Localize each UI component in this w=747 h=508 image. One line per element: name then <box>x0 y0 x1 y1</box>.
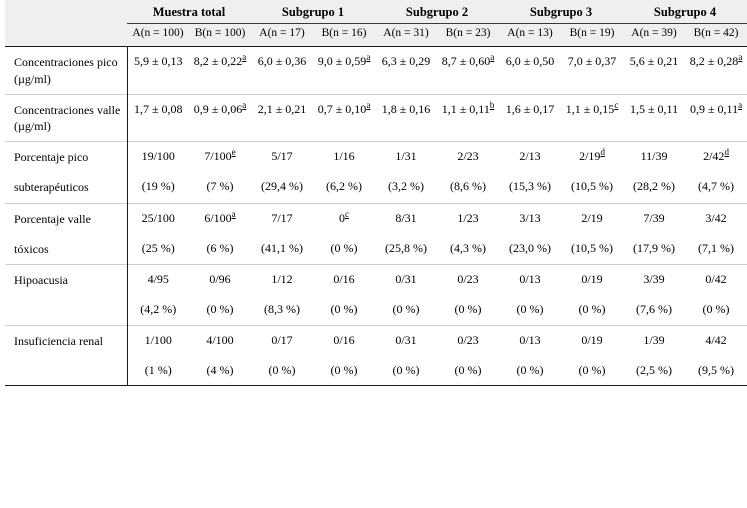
table-row <box>5 325 747 356</box>
footnote-marker: e <box>231 147 236 158</box>
data-cell <box>561 94 623 141</box>
data-cell <box>375 172 437 203</box>
data-cell <box>561 234 623 265</box>
data-cell <box>499 264 561 295</box>
group-header-3: Subgrupo 2 <box>375 0 499 24</box>
cell-value: 4/100 <box>206 332 234 347</box>
cell-value: 7/100 <box>204 149 232 164</box>
data-cell <box>127 203 189 234</box>
data-cell <box>127 295 189 325</box>
cell-value: 5,6 ± 0,21 <box>629 54 679 69</box>
cell-value: (15,3 %) <box>509 179 552 194</box>
data-cell <box>127 325 189 356</box>
subheader-cell-4: B(n = 16) <box>313 24 375 47</box>
cell-value: (28,2 %) <box>633 179 676 194</box>
cell-value: (9,5 %) <box>698 362 735 377</box>
footnote-marker: a <box>242 99 247 110</box>
cell-value: 19/100 <box>141 149 175 164</box>
subheader-cell-10: B(n = 42) <box>685 24 747 47</box>
cell-value: 6,3 ± 0,29 <box>381 54 431 69</box>
data-cell <box>437 325 499 356</box>
cell-value: 7/39 <box>643 210 665 225</box>
data-cell <box>499 325 561 356</box>
group-header-5: Subgrupo 4 <box>623 0 747 24</box>
cell-value: (10,5 %) <box>571 240 614 255</box>
data-cell <box>561 356 623 386</box>
cell-value: (8,3 %) <box>264 302 301 317</box>
row-label: tóxicos <box>5 234 127 265</box>
subheader-cell-8: B(n = 19) <box>561 24 623 47</box>
cell-value: 1/100 <box>144 332 172 347</box>
data-cell <box>437 94 499 141</box>
footnote-marker: b <box>489 99 495 110</box>
cell-value: 1,5 ± 0,11 <box>629 101 679 116</box>
cell-value: (7,6 %) <box>636 302 673 317</box>
data-cell <box>561 142 623 173</box>
data-cell <box>127 142 189 173</box>
table-row <box>5 47 747 94</box>
data-cell <box>685 356 747 386</box>
data-cell <box>499 142 561 173</box>
cell-value: 3/13 <box>519 210 541 225</box>
cell-value: (10,5 %) <box>571 179 614 194</box>
cell-value: (0 %) <box>578 362 606 377</box>
cell-value: 0/16 <box>333 332 355 347</box>
cell-value: 5,9 ± 0,13 <box>133 54 183 69</box>
data-cell <box>623 94 685 141</box>
cell-value: 1,7 ± 0,08 <box>133 101 183 116</box>
footnote-marker: a <box>738 52 743 63</box>
data-cell <box>623 295 685 325</box>
cell-value: 2,1 ± 0,21 <box>257 101 307 116</box>
data-cell <box>623 234 685 265</box>
subheader-cell-5: A(n = 31) <box>375 24 437 47</box>
row-label: Hipoacusia <box>5 264 127 295</box>
cell-value: (0 %) <box>516 362 544 377</box>
table-head <box>5 0 747 47</box>
cell-value: 2/23 <box>457 149 479 164</box>
data-cell <box>127 94 189 141</box>
data-cell <box>685 203 747 234</box>
data-cell <box>561 325 623 356</box>
cell-value: (7 %) <box>206 179 234 194</box>
cell-value: 0/13 <box>519 332 541 347</box>
cell-value: 8,7 ± 0,60 <box>441 54 491 69</box>
data-cell <box>685 295 747 325</box>
subheader-cell-9: A(n = 39) <box>623 24 685 47</box>
footnote-marker: a <box>738 99 743 110</box>
row-label: Insuficiencia renal <box>5 325 127 356</box>
data-cell <box>189 172 251 203</box>
cell-value: (0 %) <box>702 302 730 317</box>
row-label: Porcentaje pico <box>5 142 127 173</box>
cell-value: (0 %) <box>454 362 482 377</box>
cell-value: (4,3 %) <box>450 240 487 255</box>
cell-value: (4,2 %) <box>140 302 177 317</box>
data-cell <box>437 234 499 265</box>
cell-value: 1/12 <box>271 271 293 286</box>
table-row <box>5 94 747 141</box>
data-cell <box>251 325 313 356</box>
cell-value: 3/39 <box>643 271 665 286</box>
group-header-2: Subgrupo 1 <box>251 0 375 24</box>
cell-value: 4/42 <box>705 332 727 347</box>
data-cell <box>251 172 313 203</box>
footnote-marker: a <box>490 52 495 63</box>
row-label: subterapéuticos <box>5 172 127 203</box>
cell-value: 2/19 <box>581 210 603 225</box>
cell-value: 6,0 ± 0,36 <box>257 54 307 69</box>
data-cell <box>189 47 251 94</box>
data-cell <box>251 94 313 141</box>
data-cell <box>499 295 561 325</box>
table-row <box>5 295 747 325</box>
data-cell <box>375 94 437 141</box>
cell-value: (0 %) <box>330 362 358 377</box>
table-corner-cell <box>5 0 127 24</box>
data-cell <box>189 264 251 295</box>
row-label: Concentraciones valle (µg/ml) <box>5 94 127 141</box>
cell-value: (17,9 %) <box>633 240 676 255</box>
data-cell <box>561 203 623 234</box>
row-label <box>5 356 127 386</box>
data-cell <box>127 234 189 265</box>
group-header-4: Subgrupo 3 <box>499 0 623 24</box>
footnote-marker: d <box>600 147 605 158</box>
cell-value: (0 %) <box>392 362 420 377</box>
cell-value: (6 %) <box>206 240 234 255</box>
data-cell <box>189 234 251 265</box>
cell-value: 1/23 <box>457 210 479 225</box>
data-cell <box>313 94 375 141</box>
cell-value: (4,7 %) <box>698 179 735 194</box>
cell-value: 0 <box>339 210 346 225</box>
cell-value: 0,9 ± 0,06 <box>193 101 243 116</box>
data-cell <box>437 264 499 295</box>
cell-value: 0,9 ± 0,11 <box>689 101 739 116</box>
cell-value: (25,8 %) <box>385 240 428 255</box>
subheader-cell-6: B(n = 23) <box>437 24 499 47</box>
data-cell <box>251 203 313 234</box>
cell-value: (19 %) <box>141 179 175 194</box>
data-cell <box>127 172 189 203</box>
cell-value: (29,4 %) <box>261 179 304 194</box>
data-cell <box>375 325 437 356</box>
cell-value: 0/13 <box>519 271 541 286</box>
data-cell <box>623 203 685 234</box>
cell-value: 11/39 <box>640 149 668 164</box>
cell-value: 0/19 <box>581 271 603 286</box>
cell-value: 2/42 <box>703 149 725 164</box>
data-cell <box>375 234 437 265</box>
data-cell <box>313 325 375 356</box>
data-cell <box>623 142 685 173</box>
footnote-marker: c <box>614 99 619 110</box>
data-cell <box>127 47 189 94</box>
data-cell <box>685 142 747 173</box>
subheader-cell-3: A(n = 17) <box>251 24 313 47</box>
cell-value: 1,1 ± 0,15 <box>565 101 615 116</box>
row-label: Porcentaje valle <box>5 203 127 234</box>
cell-value: (1 %) <box>144 362 172 377</box>
cell-value: (25 %) <box>141 240 175 255</box>
cell-value: 7,0 ± 0,37 <box>567 54 617 69</box>
data-cell <box>127 356 189 386</box>
data-cell <box>127 264 189 295</box>
data-cell <box>499 47 561 94</box>
data-cell <box>623 172 685 203</box>
subheader-row <box>5 24 747 47</box>
data-cell <box>499 203 561 234</box>
cell-value: (8,6 %) <box>450 179 487 194</box>
data-cell <box>685 234 747 265</box>
data-cell <box>251 47 313 94</box>
data-cell <box>499 356 561 386</box>
data-cell <box>499 172 561 203</box>
data-cell <box>313 203 375 234</box>
cell-value: 0/31 <box>395 271 417 286</box>
cell-value: 1,1 ± 0,11 <box>441 101 490 116</box>
footnote-marker: c <box>345 208 350 219</box>
footnote-marker: a <box>366 99 371 110</box>
data-cell <box>375 47 437 94</box>
data-cell <box>561 264 623 295</box>
cell-value: (0 %) <box>454 302 482 317</box>
data-cell <box>189 295 251 325</box>
footnote-marker: a <box>242 52 247 63</box>
data-cell <box>251 234 313 265</box>
cell-value: (6,2 %) <box>326 179 363 194</box>
data-cell <box>189 325 251 356</box>
cell-value: 0,7 ± 0,10 <box>317 101 367 116</box>
data-cell <box>313 295 375 325</box>
cell-value: 4/95 <box>147 271 169 286</box>
data-cell <box>313 142 375 173</box>
group-header-1: Muestra total <box>127 0 251 24</box>
cell-value: 5/17 <box>271 149 293 164</box>
cell-value: 0/96 <box>209 271 231 286</box>
row-label: Concentraciones pico (µg/ml) <box>5 47 127 94</box>
data-cell <box>623 47 685 94</box>
cell-value: 8,2 ± 0,28 <box>689 54 739 69</box>
cell-value: (0 %) <box>268 362 296 377</box>
cell-value: 2/13 <box>519 149 541 164</box>
data-cell <box>437 47 499 94</box>
cell-value: 2/19 <box>579 149 601 164</box>
cell-value: (0 %) <box>330 240 358 255</box>
data-cell <box>251 264 313 295</box>
cell-value: 9,0 ± 0,59 <box>317 54 367 69</box>
group-header-row <box>5 0 747 24</box>
footnote-marker: a <box>366 52 371 63</box>
subheader-corner-cell <box>5 24 127 47</box>
data-cell <box>375 203 437 234</box>
data-cell <box>437 295 499 325</box>
table-row <box>5 234 747 265</box>
data-cell <box>313 234 375 265</box>
cell-value: (4 %) <box>206 362 234 377</box>
data-cell <box>561 295 623 325</box>
cell-value: (0 %) <box>330 302 358 317</box>
cell-value: (23,0 %) <box>509 240 552 255</box>
subheader-cell-2: B(n = 100) <box>189 24 251 47</box>
data-cell <box>375 264 437 295</box>
cell-value: (0 %) <box>578 302 606 317</box>
cell-value: 0/23 <box>457 332 479 347</box>
data-cell <box>189 142 251 173</box>
data-cell <box>685 172 747 203</box>
data-cell <box>437 356 499 386</box>
footnote-marker: a <box>231 208 236 219</box>
subheader-cell-1: A(n = 100) <box>127 24 189 47</box>
data-cell <box>189 94 251 141</box>
cell-value: 0/17 <box>271 332 293 347</box>
data-cell <box>375 142 437 173</box>
data-cell <box>561 172 623 203</box>
data-cell <box>251 356 313 386</box>
cell-value: 7/17 <box>271 210 293 225</box>
cell-value: (0 %) <box>206 302 234 317</box>
data-cell <box>623 325 685 356</box>
cell-value: 1,8 ± 0,16 <box>381 101 431 116</box>
data-cell <box>313 356 375 386</box>
cell-value: 1/39 <box>643 332 665 347</box>
cell-value: 0/16 <box>333 271 355 286</box>
data-cell <box>685 94 747 141</box>
table-body <box>5 47 747 386</box>
table-row <box>5 356 747 386</box>
results-table <box>5 0 747 386</box>
cell-value: (3,2 %) <box>388 179 425 194</box>
cell-value: 0/23 <box>457 271 479 286</box>
data-cell <box>375 295 437 325</box>
data-cell <box>251 295 313 325</box>
cell-value: 0/42 <box>705 271 727 286</box>
data-cell <box>685 47 747 94</box>
data-cell <box>437 142 499 173</box>
data-cell <box>189 356 251 386</box>
data-cell <box>499 234 561 265</box>
cell-value: 0/31 <box>395 332 417 347</box>
cell-value: (2,5 %) <box>636 362 673 377</box>
cell-value: 1,6 ± 0,17 <box>505 101 555 116</box>
cell-value: 8/31 <box>395 210 417 225</box>
cell-value: 3/42 <box>705 210 727 225</box>
cell-value: 1/31 <box>395 149 417 164</box>
data-cell <box>623 356 685 386</box>
data-cell <box>313 172 375 203</box>
cell-value: 8,2 ± 0,22 <box>193 54 243 69</box>
data-cell <box>313 264 375 295</box>
data-cell <box>623 264 685 295</box>
data-cell <box>499 94 561 141</box>
data-cell <box>189 203 251 234</box>
cell-value: 6/100 <box>204 210 232 225</box>
table-row <box>5 203 747 234</box>
cell-value: (0 %) <box>516 302 544 317</box>
data-cell <box>375 356 437 386</box>
table-row <box>5 264 747 295</box>
data-cell <box>251 142 313 173</box>
cell-value: 0/19 <box>581 332 603 347</box>
data-cell <box>437 172 499 203</box>
table-row <box>5 142 747 173</box>
table-row <box>5 172 747 203</box>
cell-value: (7,1 %) <box>698 240 735 255</box>
data-cell <box>437 203 499 234</box>
row-label <box>5 295 127 325</box>
cell-value: 25/100 <box>141 210 175 225</box>
footnote-marker: d <box>724 147 729 158</box>
cell-value: (41,1 %) <box>261 240 304 255</box>
cell-value: 6,0 ± 0,50 <box>505 54 555 69</box>
data-cell <box>561 47 623 94</box>
subheader-cell-7: A(n = 13) <box>499 24 561 47</box>
cell-value: 1/16 <box>333 149 355 164</box>
cell-value: (0 %) <box>392 302 420 317</box>
data-cell <box>313 47 375 94</box>
data-cell <box>685 325 747 356</box>
data-cell <box>685 264 747 295</box>
